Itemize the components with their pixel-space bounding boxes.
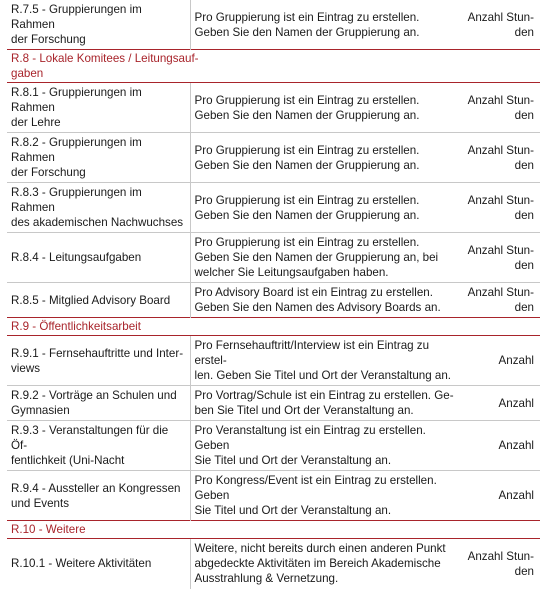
activity-table [7,0,540,589]
section-heading-row [7,318,540,336]
section-heading [7,521,540,539]
item-description-line: Geben Sie den Namen der Gruppierung an. [194,158,420,172]
item-unit-line: den [514,301,534,314]
item-code-line: des akademischen Nachwuchses [11,216,184,229]
item-code-cell [7,539,190,589]
item-description-line: Pro Kongress/Event ist ein Eintrag zu erstellen. Geben [194,474,437,502]
item-unit-cell [462,471,540,521]
item-description-line: Ausstrahlung & Vernetzung. [194,572,339,586]
item-description-line: Geben Sie den Namen der Gruppierung an. [194,25,420,39]
item-code-cell [7,336,190,386]
table-row [7,83,540,133]
item-code-line: R.10.1 - Weitere Aktivitäten [11,557,152,571]
item-code-line: R.9.1 - Fernsehauftritte und Inter- [11,346,184,360]
item-code-cell [7,0,190,50]
item-unit-line: Anzahl Stun- [467,143,534,157]
table-row [7,336,540,386]
item-unit-cell [462,233,540,283]
item-unit-cell [462,83,540,133]
section-heading-row [7,521,540,539]
item-unit-line: Anzahl Stun- [467,10,534,24]
table-row [7,471,540,521]
item-description-line: Pro Fernsehauftritt/Interview ist ein Eintrag zu erstel- [194,339,430,367]
item-code-line: R.8.3 - Gruppierungen im Rahmen [11,186,142,214]
item-description-line: Pro Veranstaltung ist ein Eintrag zu erstellen. Geben [194,424,426,452]
table-row [7,386,540,421]
item-description-cell [190,471,462,521]
item-unit-cell [462,133,540,183]
item-code-cell [7,386,190,421]
item-unit-line: Anzahl [498,396,534,410]
item-code-cell [7,233,190,283]
item-description-cell [190,539,462,589]
item-unit-line: den [514,258,534,272]
item-description-line: Pro Gruppierung ist ein Eintrag zu erstellen. [194,236,420,249]
item-unit-cell [462,183,540,233]
item-description-line: Sie Titel und Ort der Veranstaltung an. [194,504,392,517]
item-code-line: R.8.5 - Mitglied Advisory Board [11,293,171,307]
item-description-line: ben Sie Titel und Ort der Veranstaltung an. [194,404,414,417]
item-code-line: R.8.1 - Gruppierungen im Rahmen [11,86,142,114]
item-description-cell [190,336,462,386]
item-unit-line: Anzahl Stun- [467,93,534,107]
item-description-line: welcher Sie Leitungsaufgaben haben. [194,266,389,279]
activity-table-body [7,0,540,589]
item-code-cell [7,471,190,521]
item-unit-cell [462,421,540,471]
item-code-line: fentlichkeit (Uni-Nacht [11,454,125,467]
item-code-line: R.8.4 - Leitungsaufgaben [11,251,142,264]
section-heading [7,50,540,83]
item-code-line: Gymnasien [11,404,70,417]
item-description-line: Pro Gruppierung ist ein Eintrag zu erstellen. [194,10,420,24]
item-description-line: Geben Sie den Namen der Gruppierung an, bei [194,251,439,264]
item-unit-line: Anzahl Stun- [467,549,534,563]
item-unit-line: den [514,564,534,578]
item-code-line: der Forschung [11,166,86,179]
table-row [7,421,540,471]
item-code-line: R.9.2 - Vorträge an Schulen und [11,389,177,402]
item-description-line: Weitere, nicht bereits durch einen anderen Punkt [194,542,446,556]
item-unit-line: Anzahl Stun- [467,193,534,207]
section-heading-line: R.10 - Weitere [11,523,86,536]
section-heading-row [7,50,540,83]
item-description-line: Sie Titel und Ort der Veranstaltung an. [194,454,392,467]
item-code-cell [7,83,190,133]
item-code-cell [7,133,190,183]
item-unit-line: den [514,208,534,222]
section-heading [7,318,540,336]
item-description-cell [190,0,462,50]
table-row [7,133,540,183]
item-description-line: abgedeckte Aktivitäten im Bereich Akademische [194,557,441,571]
item-code-line: R.7.5 - Gruppierungen im Rahmen [11,3,142,31]
item-description-line: Pro Advisory Board ist ein Eintrag zu erstellen. [194,286,433,299]
item-description-cell [190,233,462,283]
item-unit-line: den [514,158,534,172]
item-unit-line: Anzahl [498,354,534,367]
item-unit-line: den [514,108,534,122]
section-heading-line: R.8 - Lokale Komitees / Leitungsauf- [11,52,199,65]
item-code-line: der Forschung [11,33,86,46]
item-unit-line: Anzahl [498,489,534,502]
item-description-cell [190,283,462,318]
item-description-line: Geben Sie den Namen der Gruppierung an. [194,108,420,122]
item-description-cell [190,83,462,133]
item-code-cell [7,421,190,471]
item-code-line: R.9.4 - Aussteller an Kongressen [11,481,181,495]
item-code-line: R.8.2 - Gruppierungen im Rahmen [11,136,142,164]
item-description-line: Geben Sie den Namen des Advisory Boards an. [194,301,441,314]
item-description-cell [190,183,462,233]
item-code-line: R.9.3 - Veranstaltungen für die Öf- [11,424,169,452]
item-description-line: Pro Vortrag/Schule ist ein Eintrag zu erstellen. Ge- [194,389,454,402]
item-code-line: views [11,361,40,375]
item-description-cell [190,133,462,183]
table-row [7,539,540,589]
item-code-line: und Events [11,496,70,510]
table-row [7,283,540,318]
item-description-line: Pro Gruppierung ist ein Eintrag zu erstellen. [194,143,420,157]
table-row [7,233,540,283]
item-description-cell [190,421,462,471]
item-description-line: Geben Sie den Namen der Gruppierung an. [194,208,420,222]
item-unit-line: Anzahl Stun- [467,286,534,299]
item-code-cell [7,283,190,318]
item-unit-line: den [514,25,534,39]
item-unit-cell [462,336,540,386]
item-unit-line: Anzahl [498,439,534,452]
item-description-line: Pro Gruppierung ist ein Eintrag zu erstellen. [194,193,420,207]
section-heading-line: R.9 - Öffentlichkeitsarbeit [11,320,141,333]
item-description-line: Pro Gruppierung ist ein Eintrag zu erstellen. [194,93,420,107]
section-heading-line: gaben [11,67,44,80]
item-unit-cell [462,386,540,421]
item-unit-cell [462,283,540,318]
item-code-line: der Lehre [11,116,61,129]
item-code-cell [7,183,190,233]
table-row [7,183,540,233]
table-row [7,0,540,50]
item-unit-cell [462,539,540,589]
item-description-line: len. Geben Sie Titel und Ort der Veranstaltung an. [194,369,452,382]
item-unit-cell [462,0,540,50]
item-description-cell [190,386,462,421]
item-unit-line: Anzahl Stun- [467,243,534,257]
